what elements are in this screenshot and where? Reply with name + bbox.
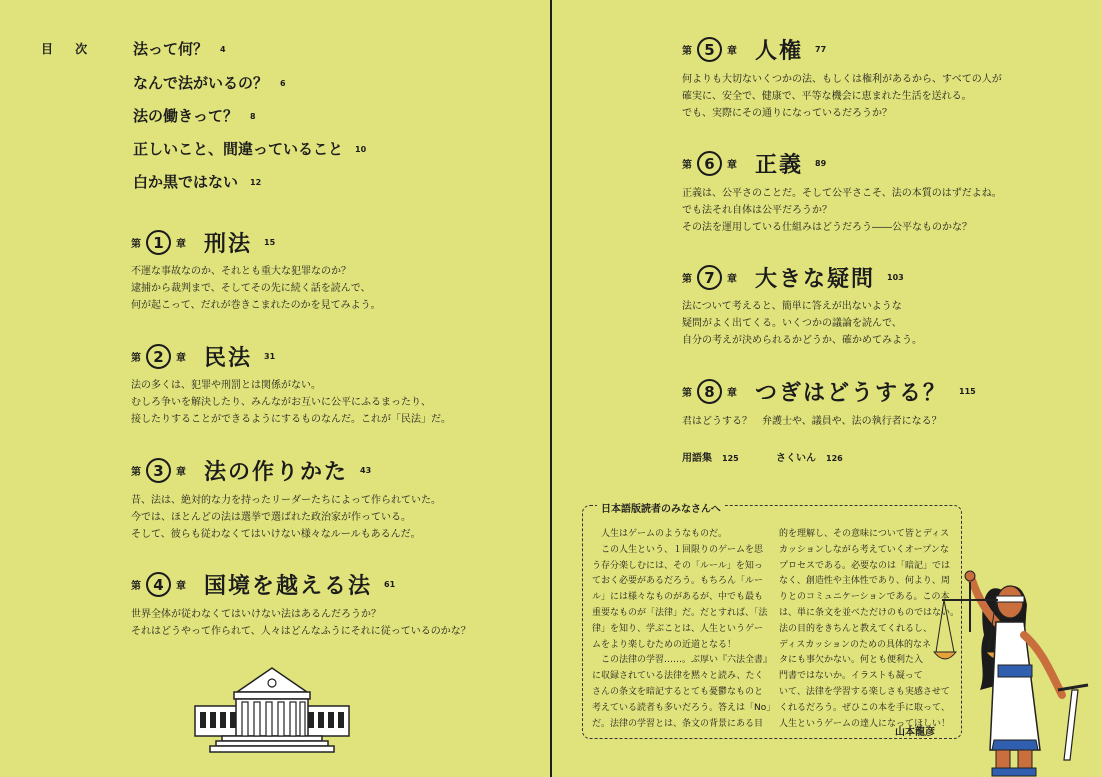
chapter-number-circle: 6 xyxy=(697,151,722,176)
toc-label: 目 次 xyxy=(41,42,97,56)
desc-line: 自分の考えが決められるかどうか、確かめてみよう。 xyxy=(682,335,922,346)
desc-line: 君はどうする？ 弁護士や、議員や、法の執行者になる？ xyxy=(682,416,942,427)
desc-line: 昔、法は、絶対的な力を持ったリーダーたちによって作られていた。 xyxy=(131,495,441,506)
page-divider xyxy=(550,0,552,777)
chapter-prefix: 第 xyxy=(131,353,141,364)
chapter-page: 89 xyxy=(815,159,827,168)
chapter-number-circle: 8 xyxy=(697,379,722,404)
chapter-suffix: 章 xyxy=(176,467,186,478)
chapter-suffix: 章 xyxy=(727,388,737,399)
lady-justice-illustration xyxy=(932,560,1102,777)
entry-title: 法って何？ xyxy=(133,40,209,58)
desc-line: 何よりも大切ないくつかの法、もしくは権利があるから、すべての人が xyxy=(682,74,1002,85)
entry-page: 126 xyxy=(826,453,843,463)
entry-title: なんで法がいるの？ xyxy=(133,74,269,92)
chapter-description-4 xyxy=(131,606,471,640)
preface-signature: 山本龍彦 xyxy=(895,727,935,738)
chapter-prefix: 第 xyxy=(682,46,692,57)
entry-page: 6 xyxy=(280,79,286,88)
chapter-prefix: 第 xyxy=(131,467,141,478)
chapter-prefix: 第 xyxy=(131,581,141,592)
chapter-description-1 xyxy=(131,263,381,314)
chapter-page: 15 xyxy=(264,238,276,247)
preface-line: くれるだろう。ぜひこの本を手に取って、 xyxy=(779,702,950,713)
chapter-heading-2[interactable] xyxy=(131,341,275,372)
preface-line: プロセスである。必要なのは「暗記」では xyxy=(779,560,951,571)
chapter-title: 刑法 xyxy=(204,232,253,257)
preface-line: なく、創造性や主体性であり、何より、周 xyxy=(779,576,950,587)
entry-title: 法の働きって？ xyxy=(133,107,239,125)
preface-line: だ。法律の学習とは、条文の背景にある目 xyxy=(592,718,764,729)
desc-line: むしろ争いを解決したり、みんながお互いに公平にふるまったり、 xyxy=(131,397,431,408)
desc-line: 疑問がよく出てくる。いくつかの議論を読んで、 xyxy=(682,318,902,329)
entry-title: 正しいこと、間違っていること xyxy=(133,140,344,158)
chapter-description-6 xyxy=(682,185,1002,236)
desc-line: でも法それ自体は公平だろうか？ xyxy=(682,205,832,216)
preface-line: 人生はゲームのようなものだ。 xyxy=(592,529,728,539)
chapter-page: 61 xyxy=(384,580,396,589)
chapter-description-8 xyxy=(682,413,942,430)
chapter-suffix: 章 xyxy=(176,353,186,364)
chapter-number-circle: 7 xyxy=(697,265,722,290)
chapter-page: 43 xyxy=(360,466,372,475)
chapter-heading-4[interactable] xyxy=(131,569,395,600)
chapter-title: 法の作りかた xyxy=(204,460,349,485)
chapter-number-circle: 4 xyxy=(146,572,171,597)
chapter-title: 民法 xyxy=(204,346,253,371)
chapter-prefix: 第 xyxy=(682,274,692,285)
preface-line: さんの条文を暗記するとても憂鬱なものと xyxy=(592,686,764,697)
toc-entry[interactable] xyxy=(133,72,286,93)
chapter-suffix: 章 xyxy=(727,46,737,57)
chapter-description-2 xyxy=(131,377,451,428)
entry-page: 10 xyxy=(355,145,367,154)
preface-line: ムをより楽しむための近道となる！ xyxy=(592,639,737,650)
preface-line: う存分楽しむには、その「ルール」を知っ xyxy=(592,560,763,571)
chapter-heading-5[interactable] xyxy=(682,34,826,65)
preface-line: いて、法律を学習する楽しさも実感させて xyxy=(779,686,950,697)
entry-title: さくいん xyxy=(776,453,816,464)
chapter-page: 103 xyxy=(887,273,904,282)
toc-entry[interactable] xyxy=(133,171,261,192)
desc-line: 法の多くは、犯罪や刑罰とは関係がない。 xyxy=(131,380,321,391)
chapter-title: 人権 xyxy=(755,39,804,64)
entry-title: 白か黒ではない xyxy=(133,173,239,191)
preface-line: りとのコミュニケーションである。この本 xyxy=(779,592,950,603)
desc-line: 今では、ほとんどの法は選挙で選ばれた政治家が作っている。 xyxy=(131,512,411,523)
chapter-prefix: 第 xyxy=(682,388,692,399)
chapter-heading-3[interactable] xyxy=(131,455,371,486)
preface-line: 重要なものが「法律」だ。だとすれば、「法 xyxy=(592,607,768,618)
preface-line: この人生という、１回限りのゲームを思 xyxy=(592,544,764,555)
chapter-page: 31 xyxy=(264,352,276,361)
courthouse-illustration xyxy=(192,662,352,754)
preface-line: ル」には様々なものがあるが、中でも最も xyxy=(592,592,764,603)
preface-line: 律」を知り、学ぶことは、人生というゲー xyxy=(592,623,764,634)
toc-entry-glossary[interactable] xyxy=(682,449,739,464)
preface-line: 人生というゲームの達人になってほしい！ xyxy=(779,718,951,729)
chapter-number-circle: 5 xyxy=(697,37,722,62)
desc-line: 何が起こって、だれが巻きこまれたのかを見てみよう。 xyxy=(131,300,381,311)
preface-line: タにも事欠かない。何とも便利た入 xyxy=(779,655,924,666)
chapter-page: 115 xyxy=(959,387,976,396)
chapter-title: 大きな疑問 xyxy=(755,267,876,292)
chapter-heading-6[interactable] xyxy=(682,148,826,179)
preface-line: ディスカッションのための具体的なネ xyxy=(779,639,932,650)
toc-entry[interactable] xyxy=(133,138,366,159)
desc-line: 正義は、公平さのことだ。そして公平さこそ、法の本質のはずだよね。 xyxy=(682,188,1002,199)
chapter-page: 77 xyxy=(815,45,827,54)
desc-line: でも、実際にその通りになっているだろうか？ xyxy=(682,108,892,119)
preface-line: に収録されている法律を黙々と読み、たく xyxy=(592,671,764,682)
preface-line: 法の目的をきちんと教えてくれるし、 xyxy=(779,623,933,634)
desc-line: 逮捕から裁判まで、そしてその先に続く話を読んで、 xyxy=(131,283,371,294)
preface-line: 考えている読者も多いだろう。答えは「No」 xyxy=(592,702,776,713)
chapter-description-7 xyxy=(682,298,922,349)
chapter-heading-1[interactable] xyxy=(131,227,275,258)
desc-line: 確実に、安全で、健康で、平等な機会に恵まれた生活を送れる。 xyxy=(682,91,972,102)
desc-line: 世界全体が従わなくてはいけない法はあるんだろうか？ xyxy=(131,609,381,620)
chapter-prefix: 第 xyxy=(682,160,692,171)
chapter-heading-8[interactable] xyxy=(682,376,976,407)
chapter-heading-7[interactable] xyxy=(682,262,904,293)
desc-line: それはどうやって作られて、人々はどんなふうにそれに従っているのかな？ xyxy=(131,626,471,637)
entry-page: 4 xyxy=(220,45,226,54)
toc-entry[interactable] xyxy=(133,105,256,126)
chapter-suffix: 章 xyxy=(727,160,737,171)
preface-line: この法律の学習……。ぶ厚い『六法全書』 xyxy=(592,655,773,666)
chapter-number-circle: 2 xyxy=(146,344,171,369)
entry-page: 8 xyxy=(250,112,256,121)
chapter-title: つぎはどうする？ xyxy=(755,381,948,406)
desc-line: そして、彼らも従わなくてはいけない様々なルールもあるんだ。 xyxy=(131,529,421,540)
toc-entry[interactable] xyxy=(133,38,226,59)
entry-page: 12 xyxy=(250,178,262,187)
chapter-suffix: 章 xyxy=(176,581,186,592)
preface-line: カッションしながら考えていくオープンな xyxy=(779,544,949,555)
chapter-number-circle: 3 xyxy=(146,458,171,483)
desc-line: 不運な事故なのか、それとも重大な犯罪なのか？ xyxy=(131,266,351,277)
chapter-title: 国境を越える法 xyxy=(204,574,373,599)
chapter-title: 正義 xyxy=(755,153,804,178)
chapter-description-3 xyxy=(131,492,441,543)
entry-page: 125 xyxy=(722,453,739,463)
preface-line: 門書ではないか。イラストも凝って xyxy=(779,671,923,682)
preface-column-1 xyxy=(592,527,775,732)
preface-line: ておく必要があるだろう。もちろん「ルー xyxy=(592,576,764,587)
desc-line: その法を運用している仕組みはどうだろう――公平なものかな？ xyxy=(682,222,972,233)
chapter-number-circle: 1 xyxy=(146,230,171,255)
entry-title: 用語集 xyxy=(682,453,712,464)
chapter-prefix: 第 xyxy=(131,239,141,250)
preface-line: 的を理解し、その意味について皆とディス xyxy=(779,529,950,539)
preface-title: 日本語版読者のみなさんへ xyxy=(597,500,725,515)
preface-line: は、単に条文を並べただけのものではない。 xyxy=(779,607,960,618)
chapter-suffix: 章 xyxy=(727,274,737,285)
desc-line: 法について考えると、簡単に答えが出ないような xyxy=(682,301,902,312)
chapter-suffix: 章 xyxy=(176,239,186,250)
desc-line: 接したりすることができるようにするものなんだ。これが「民法」だ。 xyxy=(131,414,451,425)
toc-entry-index[interactable] xyxy=(776,449,843,464)
chapter-description-5 xyxy=(682,71,1002,122)
